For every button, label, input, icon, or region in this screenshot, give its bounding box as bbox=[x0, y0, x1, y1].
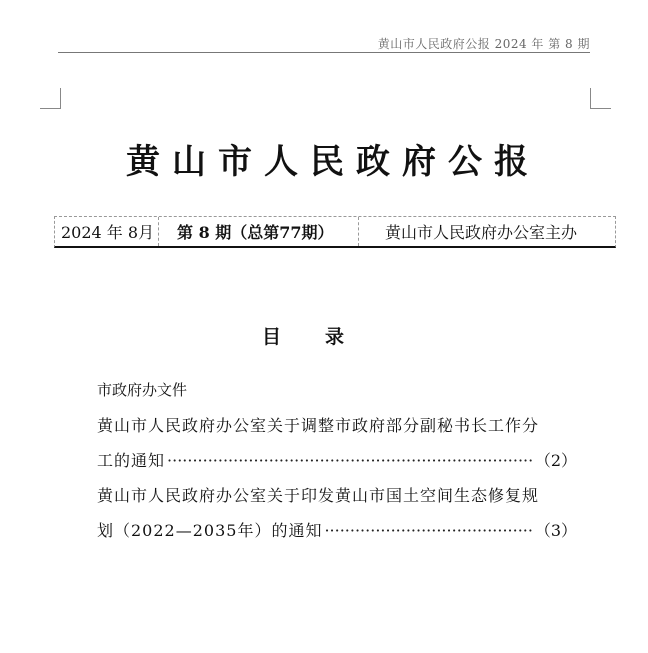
issue-sponsor: 黄山市人民政府办公室主办 bbox=[385, 223, 578, 242]
table-of-contents bbox=[97, 380, 577, 548]
toc-leader-dots bbox=[167, 443, 533, 478]
header-rule bbox=[58, 52, 590, 53]
toc-section-heading: 市政府办文件 bbox=[97, 381, 188, 399]
toc-entry[interactable] bbox=[97, 478, 577, 548]
crop-mark-right bbox=[590, 88, 611, 109]
toc-entry-line1: 黄山市人民政府办公室关于印发黄山市国土空间生态修复规 bbox=[97, 486, 540, 505]
toc-entry-page: （3） bbox=[534, 521, 577, 540]
toc-entry-page: （2） bbox=[534, 451, 577, 470]
toc-entry-line2: 划（2022—2035年）的通知 bbox=[97, 521, 323, 540]
toc-entry-line2: 工的通知 bbox=[97, 451, 166, 470]
crop-mark-left bbox=[40, 88, 61, 109]
toc-entry-line2-row bbox=[97, 443, 577, 478]
issue-date: 2024 年 8月 bbox=[55, 217, 159, 246]
toc-entry-line2-row bbox=[97, 513, 577, 548]
toc-entry-line1: 黄山市人民政府办公室关于调整市政府部分副秘书长工作分 bbox=[97, 416, 540, 435]
masthead-title: 黄山市人民政府公报 bbox=[126, 142, 540, 182]
toc-entry[interactable] bbox=[97, 408, 577, 478]
issue-bar bbox=[54, 216, 616, 248]
running-head: 黄山市人民政府公报 2024 年 第 8 期 bbox=[377, 37, 590, 51]
toc-leader-dots bbox=[324, 513, 532, 548]
issue-number: 第 8 期（总第77期） bbox=[159, 217, 359, 246]
toc-title: 目录 bbox=[262, 326, 389, 348]
